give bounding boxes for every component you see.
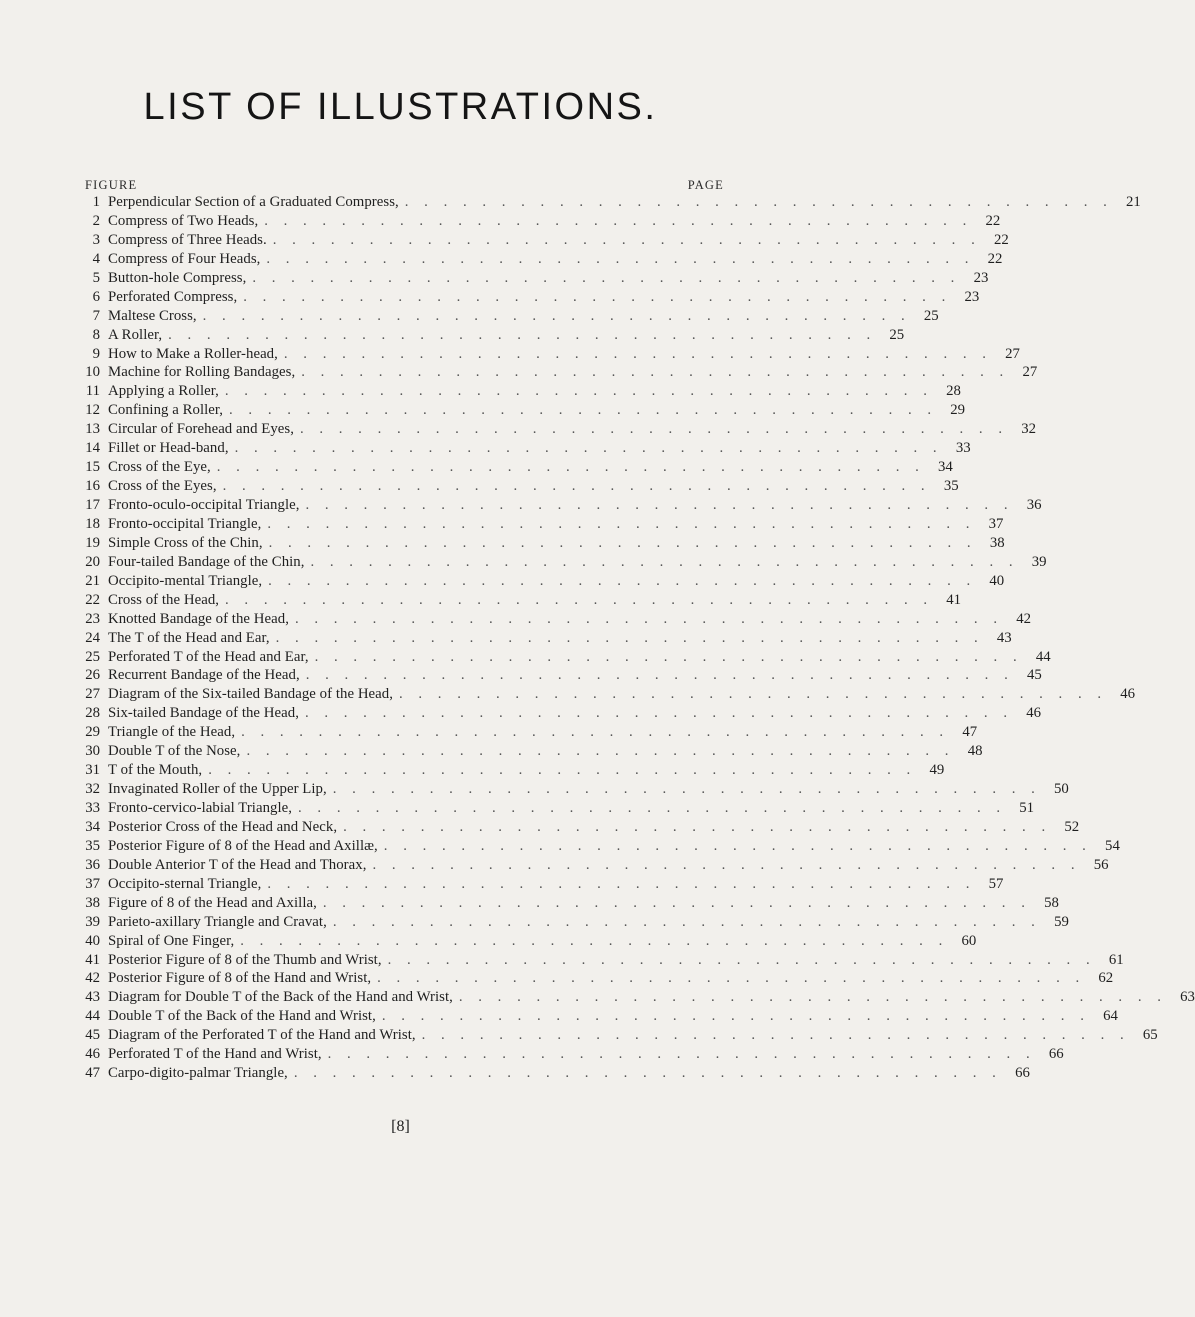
figure-caption: Perforated T of the Hand and Wrist, (108, 1046, 322, 1063)
list-item (76, 458, 953, 477)
list-item (76, 307, 939, 326)
page-reference: 62 (1098, 970, 1114, 987)
figure-number: 37 (85, 875, 100, 892)
page-reference: 46 (1026, 705, 1042, 722)
dot-leader: . . . . . . . . . . . . . . . . . . . . . . . . . . . . . . . . . . . . . (243, 288, 952, 305)
page-reference: 34 (938, 459, 953, 476)
page-reference: 32 (1021, 421, 1037, 438)
list-item (76, 326, 905, 345)
figure-caption: Perpendicular Section of a Graduated Compress, (108, 194, 399, 210)
figure-number: 46 (85, 1046, 100, 1063)
list-item (76, 591, 962, 610)
figure-caption: Diagram of the Perforated T of the Hand and Wrist, (108, 1027, 416, 1044)
figure-caption: How to Make a Roller-head, (108, 345, 278, 362)
figure-number: 17 (85, 497, 100, 513)
page-reference: 66 (1048, 1046, 1064, 1063)
page-reference: 22 (987, 250, 1003, 267)
list-item (76, 704, 1042, 723)
figure-caption: Confining a Roller, (108, 402, 224, 419)
list-item (76, 534, 1005, 553)
figure-number: 38 (85, 894, 100, 911)
dot-leader: . . . . . . . . . . . . . . . . . . . . . . . . . . . . . . . . . . . . . (301, 364, 1010, 381)
figure-caption: Circular of Forehead and Eyes, (108, 421, 294, 438)
dot-leader: . . . . . . . . . . . . . . . . . . . . . . . . . . . . . . . . . . . . . (202, 307, 911, 324)
figure-number: 26 (85, 667, 100, 684)
list-item (76, 231, 1009, 250)
figure-caption: Cross of the Eyes, (108, 478, 217, 495)
dot-leader: . . . . . . . . . . . . . . . . . . . . . . . . . . . . . . . . . . . . . (283, 345, 992, 362)
figure-caption: Occipito-sternal Triangle, (108, 875, 262, 892)
list-item (76, 685, 1136, 704)
list-item (76, 648, 1051, 667)
dot-leader: . . . . . . . . . . . . . . . . . . . . . . . . . . . . . . . . . . . . . (293, 1065, 1002, 1082)
figure-caption: Compress of Four Heads, (108, 250, 261, 267)
figure-caption: Compress of Three Heads. (108, 231, 267, 248)
dot-leader: . . . . . . . . . . . . . . . . . . . . . . . . . . . . . . . . . . . . . (458, 989, 1167, 1006)
list-item (76, 1026, 1158, 1045)
figure-caption: Maltese Cross, (108, 307, 197, 324)
figure-caption: Compress of Two Heads, (108, 212, 259, 229)
figure-number: 23 (85, 610, 100, 627)
page-reference: 58 (1044, 894, 1059, 911)
page-reference: 66 (1015, 1065, 1030, 1082)
list-item (76, 875, 1004, 894)
dot-leader: . . . . . . . . . . . . . . . . . . . . . . . . . . . . . . . . . . . . . (266, 250, 975, 267)
list-item (76, 553, 1047, 572)
dot-leader: . . . . . . . . . . . . . . . . . . . . . . . . . . . . . . . . . . . . . (322, 894, 1031, 911)
list-item (76, 439, 971, 458)
list-item (76, 477, 959, 496)
figure-number: 15 (85, 459, 100, 476)
figure-number: 45 (85, 1027, 100, 1044)
dot-leader: . . . . . . . . . . . . . . . . . . . . . . . . . . . . . . . . . . . . . (234, 440, 943, 457)
list-item (76, 894, 1059, 913)
dot-leader: . . . . . . . . . . . . . . . . . . . . . . . . . . . . . . . . . . . . . (421, 1027, 1130, 1044)
list-item (76, 401, 966, 420)
list-item (76, 951, 1124, 970)
dot-leader: . . . . . . . . . . . . . . . . . . . . . . . . . . . . . . . . . . . . . (299, 421, 1009, 438)
list-item (76, 496, 1042, 515)
page-reference: 21 (1126, 194, 1141, 210)
figure-number: 39 (85, 913, 100, 930)
list-item (76, 932, 977, 951)
page-number: [8] (391, 1118, 410, 1135)
figure-number: 31 (85, 762, 100, 779)
figure-number: 47 (85, 1065, 100, 1082)
figure-caption: Double T of the Nose, (108, 743, 241, 760)
page-reference: 56 (1093, 856, 1109, 873)
figure-number: 19 (85, 534, 100, 551)
dot-leader: . . . . . . . . . . . . . . . . . . . . . . . . . . . . . . . . . . . . . (298, 800, 1007, 816)
dot-leader: . . . . . . . . . . . . . . . . . . . . . . . . . . . . . . . . . . . . . (377, 970, 1086, 987)
figure-caption: Perforated Compress, (108, 288, 238, 305)
page-reference: 41 (946, 591, 962, 608)
page-reference: 52 (1064, 818, 1080, 835)
figure-caption: Fronto-occipital Triangle, (108, 515, 262, 532)
list-item (76, 837, 1120, 856)
page-reference: 37 (988, 515, 1004, 532)
figure-number: 24 (85, 629, 100, 646)
list-item (76, 723, 978, 742)
dot-leader: . . . . . . . . . . . . . . . . . . . . . . . . . . . . . . . . . . . . . (327, 1046, 1036, 1063)
page-reference: 61 (1108, 951, 1124, 968)
figure-number: 41 (85, 951, 100, 968)
figure-caption: Cross of the Head, (108, 591, 220, 608)
figure-number: 9 (92, 345, 100, 362)
dot-leader: . . . . . . . . . . . . . . . . . . . . . . . . . . . . . . . . . . . . . (240, 932, 949, 949)
dot-leader: . . . . . . . . . . . . . . . . . . . . . . . . . . . . . . . . . . . . . (332, 781, 1041, 798)
list-item (76, 288, 980, 307)
dot-leader: . . . . . . . . . . . . . . . . . . . . . . . . . . . . . . . . . . . . . (404, 194, 1113, 210)
dot-leader: . . . . . . . . . . . . . . . . . . . . . . . . . . . . . . . . . . . . . (224, 383, 933, 400)
page-reference: 25 (923, 307, 939, 324)
page-reference: 59 (1054, 913, 1069, 930)
page-reference: 38 (989, 534, 1005, 551)
page-reference: 40 (989, 572, 1005, 589)
figure-caption: Cross of the Eye, (108, 459, 211, 476)
figure-caption: Invaginated Roller of the Upper Lip, (108, 781, 327, 798)
figure-number: 2 (92, 212, 100, 229)
page-column-header: PAGE (687, 178, 724, 192)
figure-caption: Double Anterior T of the Head and Thorax, (108, 856, 367, 873)
dot-leader: . . . . . . . . . . . . . . . . . . . . . . . . . . . . . . . . . . . . . (267, 515, 976, 532)
list-item (76, 761, 945, 780)
figure-number: 20 (85, 553, 100, 570)
figure-number: 12 (85, 402, 100, 419)
page-reference: 54 (1105, 837, 1120, 854)
list-item (76, 856, 1109, 875)
figure-number: 8 (92, 326, 100, 343)
figure-number: 16 (85, 478, 100, 495)
dot-leader: . . . . . . . . . . . . . . . . . . . . . . . . . . . . . . . . . . . . . (225, 591, 934, 608)
figure-number: 1 (92, 194, 100, 210)
list-item (76, 1007, 1118, 1026)
list-item (76, 212, 1001, 231)
dot-leader: . . . . . . . . . . . . . . . . . . . . . . . . . . . . . . . . . . . . . (229, 402, 938, 419)
dot-leader: . . . . . . . . . . . . . . . . . . . . . . . . . . . . . . . . . . . . . (268, 534, 977, 551)
figure-caption: Posterior Cross of the Head and Neck, (108, 818, 338, 835)
dot-leader: . . . . . . . . . . . . . . . . . . . . . . . . . . . . . . . . . . . . . (305, 497, 1014, 513)
list-item (76, 666, 1042, 685)
figure-number: 27 (85, 686, 100, 703)
dot-leader: . . . . . . . . . . . . . . . . . . . . . . . . . . . . . . . . . . . . . (268, 572, 977, 589)
figure-caption: Machine for Rolling Bandages, (108, 364, 296, 381)
list-item (76, 515, 1004, 534)
figure-number: 4 (92, 250, 100, 267)
list-item (76, 969, 1114, 988)
figure-caption: Fronto-oculo-occipital Triangle, (108, 497, 300, 513)
page-reference: 48 (967, 743, 983, 760)
list-item (76, 818, 1080, 837)
page-reference: 25 (889, 326, 905, 343)
figure-number: 44 (85, 1008, 100, 1025)
figure-number: 28 (85, 705, 100, 722)
list-item (76, 250, 1003, 269)
figure-caption: Carpo-digito-palmar Triangle, (108, 1065, 288, 1082)
dot-leader: . . . . . . . . . . . . . . . . . . . . . . . . . . . . . . . . . . . . . (304, 705, 1014, 722)
page-reference: 43 (996, 629, 1012, 646)
page-reference: 46 (1120, 686, 1136, 703)
list-item (76, 742, 983, 761)
page-reference: 57 (988, 875, 1004, 892)
dot-leader: . . . . . . . . . . . . . . . . . . . . . . . . . . . . . . . . . . . . . (275, 629, 984, 646)
figure-caption: Parieto-axillary Triangle and Cravat, (108, 913, 327, 930)
figure-caption: Fillet or Head-band, (108, 440, 229, 457)
list-item (76, 780, 1069, 799)
figure-caption: Triangle of the Head, (108, 724, 236, 741)
figure-number: 35 (85, 837, 100, 854)
list-item (76, 572, 1005, 591)
figure-number: 36 (85, 856, 100, 873)
page-reference: 64 (1103, 1008, 1118, 1025)
figure-column-header: FIGURE (85, 178, 138, 192)
figure-caption: Spiral of One Finger, (108, 932, 235, 949)
list-item (76, 1045, 1064, 1064)
figure-caption: Double T of the Back of the Hand and Wrist, (108, 1008, 376, 1025)
dot-leader: . . . . . . . . . . . . . . . . . . . . . . . . . . . . . . . . . . . . . (216, 459, 925, 476)
page-reference: 35 (943, 478, 959, 495)
list-item (76, 799, 1035, 818)
list-item (76, 988, 1195, 1007)
dot-leader: . . . . . . . . . . . . . . . . . . . . . . . . . . . . . . . . . . . . . (241, 724, 950, 741)
dot-leader: . . . . . . . . . . . . . . . . . . . . . . . . . . . . . . . . . . . . . (272, 231, 981, 248)
figure-caption: Posterior Figure of 8 of the Thumb and Wrist, (108, 951, 382, 968)
dot-leader: . . . . . . . . . . . . . . . . . . . . . . . . . . . . . . . . . . . . . (222, 478, 931, 495)
figure-caption: Six-tailed Bandage of the Head, (108, 705, 299, 722)
dot-leader: . . . . . . . . . . . . . . . . . . . . . . . . . . . . . . . . . . . . . (372, 856, 1081, 873)
figure-number: 14 (85, 440, 100, 457)
dot-leader: . . . . . . . . . . . . . . . . . . . . . . . . . . . . . . . . . . . . . (264, 212, 973, 229)
dot-leader: . . . . . . . . . . . . . . . . . . . . . . . . . . . . . . . . . . . . . (332, 913, 1041, 930)
page-reference: 22 (985, 212, 1001, 229)
figure-caption: Four-tailed Bandage of the Chin, (108, 553, 305, 570)
figure-number: 18 (85, 515, 100, 532)
figure-caption: Applying a Roller, (108, 383, 219, 400)
page-reference: 23 (973, 269, 989, 286)
figure-number: 10 (85, 364, 100, 381)
figure-caption: Posterior Figure of 8 of the Hand and Wrist, (108, 970, 372, 987)
dot-leader: . . . . . . . . . . . . . . . . . . . . . . . . . . . . . . . . . . . . . (294, 610, 1004, 627)
dot-leader: . . . . . . . . . . . . . . . . . . . . . . . . . . . . . . . . . . . . . (208, 762, 917, 779)
list-item (76, 629, 1012, 648)
dot-leader: . . . . . . . . . . . . . . . . . . . . . . . . . . . . . . . . . . . . . (399, 686, 1108, 703)
figure-number: 7 (92, 307, 100, 324)
dot-leader: . . . . . . . . . . . . . . . . . . . . . . . . . . . . . . . . . . . . . (310, 553, 1019, 570)
figure-caption: Simple Cross of the Chin, (108, 534, 263, 551)
figure-number: 34 (85, 818, 100, 835)
dot-leader: . . . . . . . . . . . . . . . . . . . . . . . . . . . . . . . . . . . . . (267, 875, 976, 892)
dot-leader: . . . . . . . . . . . . . . . . . . . . . . . . . . . . . . . . . . . . . (168, 326, 877, 343)
page-reference: 29 (950, 402, 966, 419)
page-title: LIST OF ILLUSTRATIONS. (143, 86, 658, 128)
dot-leader: . . . . . . . . . . . . . . . . . . . . . . . . . . . . . . . . . . . . . (305, 667, 1014, 684)
figure-number: 6 (92, 288, 100, 305)
figure-number: 40 (85, 932, 100, 949)
page-reference: 60 (961, 932, 977, 949)
list-item (76, 610, 1032, 629)
list-item (76, 382, 961, 401)
figure-caption: Knotted Bandage of the Head, (108, 610, 289, 627)
page-reference: 47 (962, 724, 978, 741)
page-reference: 27 (1005, 345, 1020, 362)
list-item (76, 913, 1069, 932)
list-item (76, 269, 989, 288)
dot-leader: . . . . . . . . . . . . . . . . . . . . . . . . . . . . . . . . . . . . . (246, 743, 955, 760)
figure-number: 25 (85, 648, 100, 665)
figure-caption: The T of the Head and Ear, (108, 629, 270, 646)
dot-leader: . . . . . . . . . . . . . . . . . . . . . . . . . . . . . . . . . . . . . (252, 269, 961, 286)
figure-number: 29 (85, 724, 100, 741)
figure-number: 13 (85, 421, 100, 438)
figure-caption: Figure of 8 of the Head and Axilla, (108, 894, 317, 911)
page-reference: 33 (955, 440, 971, 457)
figure-number: 21 (85, 572, 100, 589)
illustrations-list (76, 193, 1195, 1083)
page-reference: 51 (1019, 800, 1035, 816)
page-reference: 49 (929, 762, 945, 779)
dot-leader: . . . . . . . . . . . . . . . . . . . . . . . . . . . . . . . . . . . . . (381, 1008, 1090, 1025)
figure-number: 43 (85, 989, 100, 1006)
page-reference: 50 (1054, 781, 1069, 798)
figure-caption: Perforated T of the Head and Ear, (108, 648, 309, 665)
page-reference: 22 (993, 231, 1009, 248)
page-reference: 63 (1180, 989, 1195, 1006)
list-item (76, 193, 1141, 212)
dot-leader: . . . . . . . . . . . . . . . . . . . . . . . . . . . . . . . . . . . . . (383, 837, 1092, 854)
list-item (76, 363, 1038, 382)
figure-number: 30 (85, 743, 100, 760)
list-item (76, 345, 1020, 364)
figure-caption: Recurrent Bandage of the Head, (108, 667, 300, 684)
dot-leader: . . . . . . . . . . . . . . . . . . . . . . . . . . . . . . . . . . . . . (314, 648, 1023, 665)
figure-caption: Diagram for Double T of the Back of the Hand and Wrist, (108, 989, 453, 1006)
figure-number: 33 (85, 800, 100, 816)
page-reference: 28 (946, 383, 961, 400)
page-reference: 27 (1022, 364, 1038, 381)
figure-caption: A Roller, (108, 326, 163, 343)
figure-caption: Diagram of the Six-tailed Bandage of the Head, (108, 686, 393, 703)
page-reference: 39 (1031, 553, 1047, 570)
figure-caption: Occipito-mental Triangle, (108, 572, 263, 589)
figure-number: 22 (85, 591, 100, 608)
page-reference: 36 (1026, 497, 1042, 513)
figure-caption: Posterior Figure of 8 of the Head and Axillæ, (108, 837, 378, 854)
list-item (76, 1064, 1030, 1083)
figure-number: 11 (85, 383, 100, 400)
dot-leader: . . . . . . . . . . . . . . . . . . . . . . . . . . . . . . . . . . . . . (343, 818, 1052, 835)
figure-number: 3 (92, 231, 100, 248)
page-reference: 45 (1026, 667, 1042, 684)
figure-number: 5 (92, 269, 100, 286)
figure-caption: Button-hole Compress, (108, 269, 247, 286)
page-reference: 42 (1016, 610, 1032, 627)
dot-leader: . . . . . . . . . . . . . . . . . . . . . . . . . . . . . . . . . . . . . (387, 951, 1096, 968)
page-reference: 23 (964, 288, 980, 305)
figure-number: 32 (85, 781, 100, 798)
figure-caption: Fronto-cervico-labial Triangle, (108, 800, 293, 816)
figure-number: 42 (85, 970, 100, 987)
page-reference: 65 (1142, 1027, 1158, 1044)
list-item (76, 420, 1037, 439)
page-reference: 44 (1035, 648, 1051, 665)
figure-caption: T of the Mouth, (108, 762, 203, 779)
